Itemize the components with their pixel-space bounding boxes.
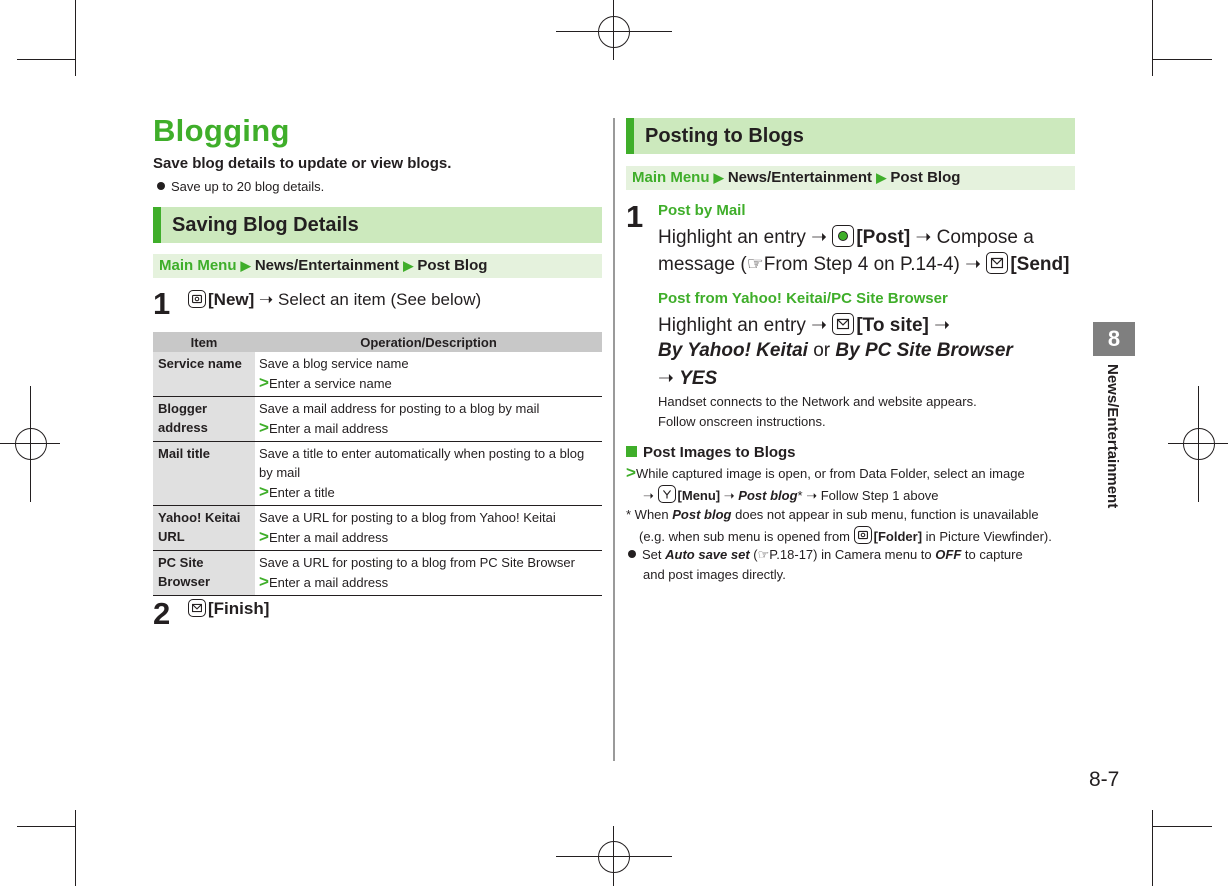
table-row: Mail title Save a title to enter automatically when posting to a blog by mail >Enter a title (153, 442, 602, 506)
triangle-right-icon: ▶ (403, 258, 414, 273)
column-divider (613, 118, 615, 761)
footnote: * When Post blog does not appear in sub menu, function is unavailable (626, 507, 1039, 522)
note-text: Follow onscreen instructions. (658, 414, 826, 429)
table-row: Yahoo! Keitai URL Save a URL for posting to a blog from Yahoo! Keitai >Enter a mail address (153, 506, 602, 551)
section-heading-posting: Posting to Blogs (626, 118, 1075, 154)
yahoo-key-icon (658, 485, 676, 503)
step-number: 2 (153, 596, 171, 631)
page-number: 8-7 (1089, 768, 1120, 791)
table-header: Operation/Description (255, 332, 602, 352)
mail-key-icon (188, 599, 206, 617)
table-header: Item (153, 332, 255, 352)
arrow-right-icon: ➝ (643, 488, 654, 503)
bullet-item: Save up to 20 blog details. (157, 179, 324, 194)
step-number: 1 (626, 199, 644, 234)
instruction-line: ➝ [Menu] ➝ Post blog* ➝ Follow Step 1 above (643, 485, 939, 504)
triangle-right-icon: ▶ (876, 170, 887, 185)
chevron-right-icon: > (626, 463, 636, 482)
page-title: Blogging (153, 113, 290, 148)
instruction-line: >While captured image is open, or from Data Folder, select an image (626, 463, 1025, 482)
triangle-right-icon: ▶ (713, 170, 724, 185)
bullet-item: Set Auto save set (☞P.18-17) in Camera menu to OFF to capture (628, 547, 1023, 563)
chapter-tab-label: News/Entertainment (1104, 364, 1121, 509)
instruction-line: Highlight an entry ➝ [To site] ➝ (658, 315, 951, 336)
step-number: 1 (153, 286, 171, 321)
table-row: Blogger address Save a mail address for posting to a blog by mail >Enter a mail address (153, 397, 602, 442)
arrow-right-icon: ➝ (806, 488, 818, 503)
step-instruction: [New] ➝ Select an item (See below) (188, 290, 481, 310)
footnote: (e.g. when sub menu is opened from [Folder] in Picture Viewfinder). (639, 526, 1052, 544)
section-heading-saving: Saving Blog Details (153, 207, 602, 243)
arrow-right-icon: ➝ (658, 368, 674, 389)
camera-key-icon (854, 526, 872, 544)
bullet-dot-icon (628, 550, 636, 558)
instruction-line: ➝ YES (658, 368, 718, 389)
bullet-item-continued: and post images directly. (643, 567, 786, 582)
blog-details-table (153, 332, 602, 596)
arrow-right-icon: ➝ (934, 315, 951, 336)
sub-heading-mail: Post by Mail (658, 202, 746, 219)
instruction-line: Highlight an entry ➝ [Post] ➝ Compose a (658, 227, 1034, 248)
chapter-tab-number: 8 (1093, 322, 1135, 356)
bullet-dot-icon (157, 182, 165, 190)
instruction-line: message (☞From Step 4 on P.14-4) ➝ [Send] (658, 254, 1070, 275)
pointing-hand-icon: ☞ (757, 547, 770, 562)
note-text: Handset connects to the Network and website appears. (658, 394, 977, 409)
menu-path: Main Menu ▶ News/Entertainment ▶ Post Blog (153, 254, 602, 278)
page-subtitle: Save blog details to update or view blogs. (153, 155, 452, 172)
arrow-right-icon: ➝ (915, 227, 932, 248)
sub-heading-browser: Post from Yahoo! Keitai/PC Site Browser (658, 290, 948, 307)
step-instruction: [Finish] (188, 599, 269, 619)
mail-key-icon (832, 313, 854, 335)
instruction-line: By Yahoo! Keitai or By PC Site Browser (658, 340, 1013, 361)
arrow-right-icon: ➝ (811, 315, 828, 336)
menu-path: Main Menu ▶ News/Entertainment ▶ Post Blog (626, 166, 1075, 190)
square-bullet-icon (626, 446, 637, 457)
chevron-right-icon: > (259, 527, 269, 546)
chevron-right-icon: > (259, 373, 269, 392)
center-key-icon (832, 225, 854, 247)
arrow-right-icon: ➝ (723, 488, 735, 503)
chevron-right-icon: > (259, 418, 269, 437)
arrow-right-icon: ➝ (965, 254, 982, 275)
mail-key-icon (986, 252, 1008, 274)
triangle-right-icon: ▶ (240, 258, 251, 273)
sub-heading-images: Post Images to Blogs (626, 444, 796, 461)
pointing-hand-icon: ☞ (746, 254, 764, 275)
chevron-right-icon: > (259, 572, 269, 591)
table-row: Service name Save a blog service name >Enter a service name (153, 352, 602, 397)
table-row: PC Site Browser Save a URL for posting to a blog from PC Site Browser >Enter a mail address (153, 551, 602, 596)
arrow-right-icon: ➝ (259, 290, 274, 309)
camera-key-icon (188, 290, 206, 308)
arrow-right-icon: ➝ (811, 227, 828, 248)
chevron-right-icon: > (259, 482, 269, 501)
